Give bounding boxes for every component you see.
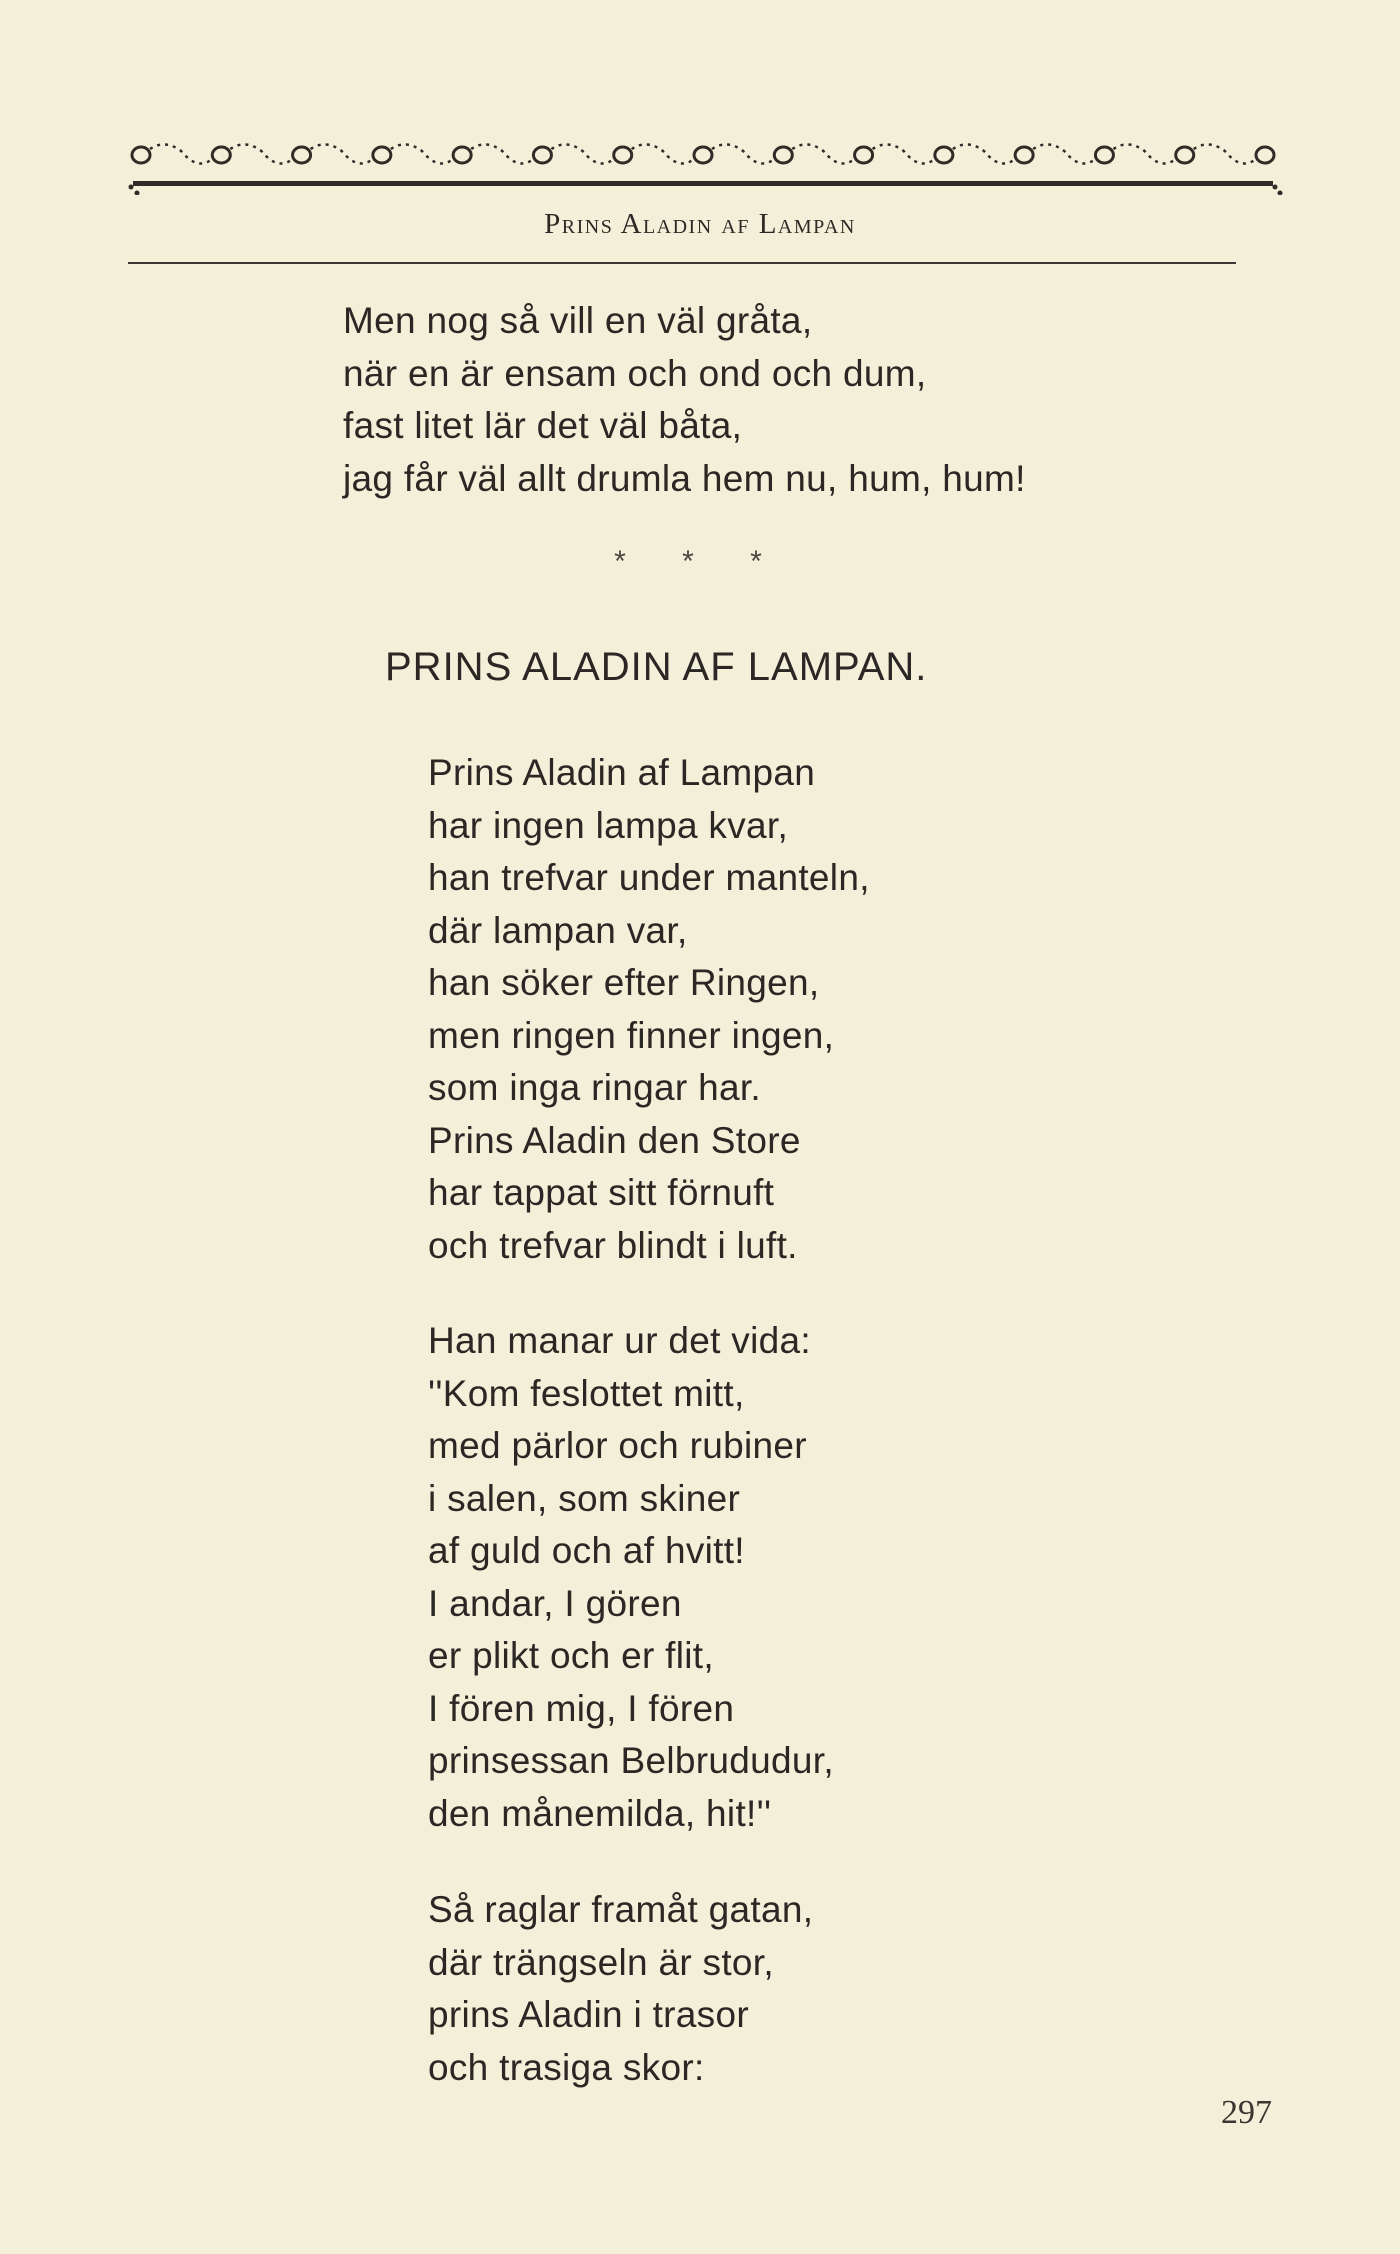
verse-line: när en är ensam och ond och dum,	[343, 352, 927, 394]
verse-line: den månemilda, hit!''	[428, 1792, 772, 1834]
verse-line: Så raglar framåt gatan,	[428, 1889, 814, 1930]
verse-line: I fören mig, I fören	[428, 1687, 735, 1729]
verse-line: där lampan var,	[428, 909, 688, 951]
verse-line: fast litet lär det väl båta,	[343, 405, 743, 446]
verse-line: er plikt och er flit,	[428, 1635, 714, 1676]
verse-line: med pärlor och rubiner	[428, 1425, 807, 1466]
poem-title: PRINS ALADIN AF LAMPAN.	[385, 645, 928, 689]
section-separator: * * *	[614, 545, 786, 578]
verse-line: har tappat sitt förnuft	[428, 1172, 775, 1213]
verse-line: och trasiga skor:	[428, 2046, 705, 2088]
verse-line: men ringen finner ingen,	[428, 1014, 835, 1056]
verse-line: Prins Aladin den Store	[428, 1119, 801, 1161]
chain-border-ornament-icon	[125, 125, 1285, 195]
verse-line: Prins Aladin af Lampan	[428, 752, 816, 793]
page-number: 297	[1221, 2094, 1272, 2131]
stanza-4	[428, 1884, 813, 2094]
verse-line: ''Kom feslottet mitt,	[428, 1372, 745, 1414]
verse-line: han söker efter Ringen,	[428, 962, 820, 1003]
verse-line: I andar, I gören	[428, 1582, 682, 1624]
stanza-2	[428, 747, 870, 1272]
verse-line: som inga ringar har.	[428, 1067, 762, 1108]
verse-line: prins Aladin i trasor	[428, 1994, 749, 2035]
verse-line: där trängseln är stor,	[428, 1941, 774, 1983]
verse-line: har ingen lampa kvar,	[428, 804, 789, 846]
verse-line: Han manar ur det vida:	[428, 1320, 811, 1361]
verse-line: han trefvar under manteln,	[428, 857, 870, 898]
header-rule	[128, 262, 1236, 264]
verse-line: af guld och af hvitt!	[428, 1530, 745, 1571]
stanza-3	[428, 1315, 834, 1840]
verse-line: jag får väl allt drumla hem nu, hum, hum!	[343, 457, 1026, 499]
verse-line: prinsessan Belbrududur,	[428, 1740, 834, 1781]
verse-line: Men nog så vill en väl gråta,	[343, 300, 813, 341]
running-head: Prins Aladin af Lampan	[544, 208, 856, 240]
stanza-1	[343, 295, 1026, 505]
verse-line: i salen, som skiner	[428, 1477, 741, 1519]
verse-line: och trefvar blindt i luft.	[428, 1224, 798, 1266]
